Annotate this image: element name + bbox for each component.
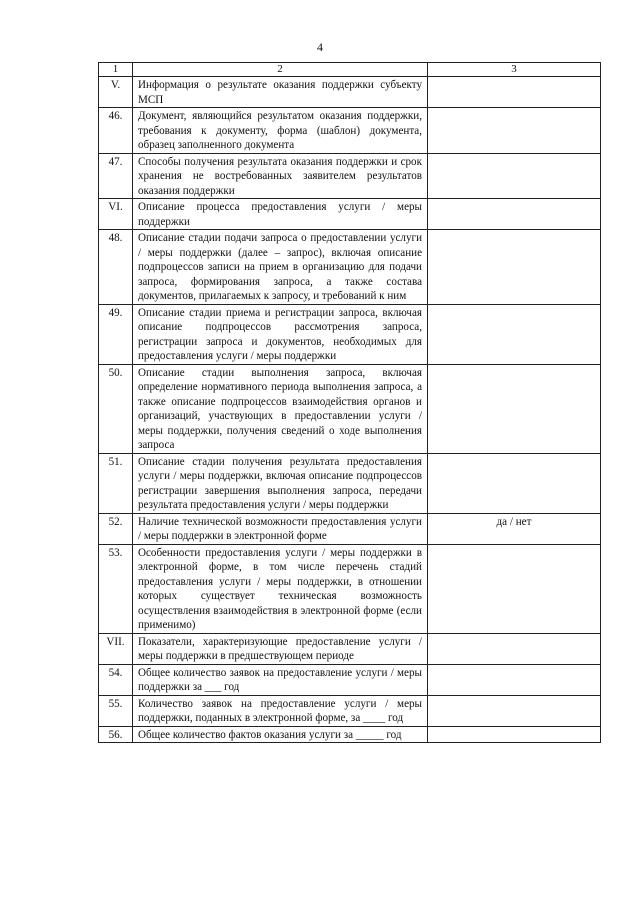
row-value: да / нет [428,513,601,544]
row-value [428,153,601,199]
row-description: Общее количество заявок на предоставление услуги / меры поддержки за ___ год [133,664,428,695]
row-value [428,633,601,664]
row-number: 53. [99,544,133,633]
requirements-table [98,62,601,743]
row-value [428,77,601,108]
row-number: 49. [99,304,133,364]
row-description: Описание стадии выполнения запроса, включая определение нормативного периода выполнения запроса, а также описание подпроцессов взаимодействия органов и организаций, участвующих в предоставлении услуги / меры поддержки, получения сведений о ходе выполнения запроса [133,364,428,453]
table-row [99,230,601,305]
table-row [99,726,601,743]
row-description: Описание стадии получения результата предоставления услуги / меры поддержки, включая описание подпроцессов регистрации завершения выполнения запроса, передачи результата предоставления услуги / меры поддержки [133,453,428,513]
row-number: 50. [99,364,133,453]
table-row [99,304,601,364]
table-row [99,695,601,726]
row-description: Способы получения результата оказания поддержки и срок хранения не востребованных заявителем результатов оказания поддержки [133,153,428,199]
row-description: Количество заявок на предоставление услуги / меры поддержки, поданных в электронной форме, за ____ год [133,695,428,726]
row-number: 47. [99,153,133,199]
row-value [428,664,601,695]
row-description: Описание стадии подачи запроса о предоставлении услуги / меры поддержки (далее – запрос), включая описание подпроцессов записи на прием в организацию для подачи запроса, формирования запроса, а также состава документов, прилагаемых к запросу, и требований к ним [133,230,428,305]
row-value [428,364,601,453]
row-description: Описание процесса предоставления услуги / меры поддержки [133,199,428,230]
row-value [428,695,601,726]
table-row [99,513,601,544]
page-number: 4 [317,40,323,54]
row-value [428,726,601,743]
row-number: 48. [99,230,133,305]
row-number: 46. [99,108,133,154]
row-number: V. [99,77,133,108]
table-header-row [99,63,601,77]
table-row [99,199,601,230]
table-row [99,153,601,199]
table-row [99,633,601,664]
row-description: Общее количество фактов оказания услуги за _____ год [133,726,428,743]
column-header-3: 3 [428,63,601,77]
row-description: Наличие технической возможности предоставления услуги / меры поддержки в электронной форме [133,513,428,544]
row-value [428,544,601,633]
row-number: 55. [99,695,133,726]
row-number: 54. [99,664,133,695]
row-number: VII. [99,633,133,664]
column-header-2: 2 [133,63,428,77]
table-row [99,108,601,154]
row-description: Описание стадии приема и регистрации запроса, включая описание подпроцессов рассмотрения запроса, регистрации запроса и документов, необходимых для предоставления услуги / меры поддержки [133,304,428,364]
row-number: 51. [99,453,133,513]
row-value [428,304,601,364]
table-row [99,544,601,633]
row-number: 52. [99,513,133,544]
row-value [428,453,601,513]
column-header-1: 1 [99,63,133,77]
row-description: Показатели, характеризующие предоставление услуги / меры поддержки в предшествующем периоде [133,633,428,664]
table-row [99,664,601,695]
row-value [428,199,601,230]
row-description: Особенности предоставления услуги / меры поддержки в электронной форме, в том числе перечень стадий предоставления услуги / меры поддержки, в отношении которых существует техническая возможность осуществления взаимодействия в электронной форме (если применимо) [133,544,428,633]
row-value [428,230,601,305]
table-row [99,364,601,453]
row-number: VI. [99,199,133,230]
table-row [99,77,601,108]
row-description: Информация о результате оказания поддержки субъекту МСП [133,77,428,108]
table-row [99,453,601,513]
row-description: Документ, являющийся результатом оказания поддержки, требования к документу, форма (шаблон) документа, образец заполненного документа [133,108,428,154]
row-number: 56. [99,726,133,743]
row-value [428,108,601,154]
